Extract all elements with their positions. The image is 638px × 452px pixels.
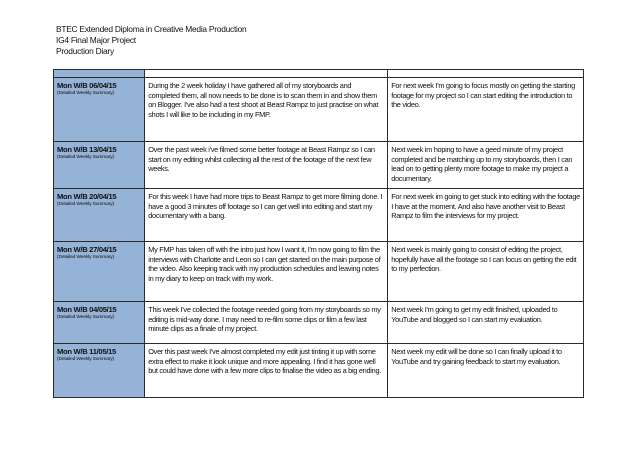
- date-cell: [54, 189, 145, 242]
- week-subtitle: (Detailed Weekly Summary): [57, 255, 115, 260]
- week-date: Mon W/B 04/05/15: [57, 305, 117, 314]
- next-week-cell: [388, 189, 584, 242]
- date-cell: [54, 344, 145, 398]
- week-subtitle: (Detailed Weekly Summary): [57, 315, 115, 320]
- week-date: Mon W/B 11/05/15: [57, 347, 116, 356]
- summary-cell: [145, 242, 388, 302]
- date-cell: [54, 302, 145, 344]
- week-subtitle: (Detailed Weekly Summary): [57, 202, 115, 207]
- next-week-cell: [388, 344, 584, 398]
- summary-cell: [145, 189, 388, 242]
- date-cell: [54, 142, 145, 189]
- week-summary: Over this past week I've almost completed my edit just tinting it up with some extra effect to make it look unique and more appealing. I find it has gone well but could have done with a few more clips to finalise the video as a big ending.: [148, 347, 382, 376]
- header-cell-summary: [145, 70, 388, 78]
- next-week-cell: [388, 302, 584, 344]
- header-cell-date: [54, 70, 145, 78]
- date-cell: [54, 78, 145, 142]
- week-date: Mon W/B 13/04/15: [57, 145, 117, 154]
- week-date: Mon W/B 20/04/15: [57, 192, 117, 201]
- document-title: Production Diary: [56, 46, 114, 56]
- date-cell: [54, 242, 145, 302]
- week-date: Mon W/B 06/04/15: [57, 81, 117, 90]
- table-row: [54, 302, 584, 344]
- next-week-plan: For next week im going to get stuck into editing with the footage I have at the moment. And also have another visit to Beast Rampz to film the interviews for my project.: [391, 192, 580, 221]
- production-diary-table: [53, 69, 584, 398]
- document-header: [56, 24, 246, 57]
- table-row: [54, 142, 584, 189]
- table-row: [54, 242, 584, 302]
- project-title: IG4 Final Major Project: [56, 35, 136, 45]
- week-summary: Over the past week i've filmed some better footage at Beast Rampz so I can start on my editing whilst collecting all the rest of the footage of the next few weeks.: [148, 145, 375, 174]
- summary-cell: [145, 142, 388, 189]
- week-summary: This week I've collected the footage needed going from my storyboards so my editing is mid-way done. I may need to re-film some clips or film a few last minute clips as a finale of my project.: [148, 305, 381, 334]
- next-week-plan: Next week my edit will be done so I can finally upload it to YouTube and try gaining feedback to start my evaluation.: [391, 347, 562, 366]
- table-row: [54, 344, 584, 398]
- week-subtitle: (Detailed Weekly Summary): [57, 91, 115, 96]
- table-row: [54, 189, 584, 242]
- summary-cell: [145, 344, 388, 398]
- next-week-plan: For next week I'm going to focus mostly on getting the starting footage for my project so I can start editing the introduction to the video.: [391, 81, 575, 110]
- week-summary: My FMP has taken off with the intro just how I want it, I'm now going to film the interviews with Charlotte and Leon so I can get started on the main purpose of the video. Also keeping track with my production schedules and leaving notes in my diary to keep on track with my work.: [148, 245, 381, 283]
- next-week-plan: Next week I'm going to get my edit finished, uploaded to YouTube and blogged so I can start my evaluation.: [391, 305, 558, 324]
- next-week-cell: [388, 142, 584, 189]
- week-subtitle: (Detailed Weekly Summary): [57, 357, 115, 362]
- week-date: Mon W/B 27/04/15: [57, 245, 117, 254]
- summary-cell: [145, 78, 388, 142]
- week-summary: During the 2 week holiday I have gathered all of my storyboards and completed them, all now needs to be done is to scan them in and show them on Blogger. I've also had a test shoot at Beast Rampz to just practise on what shots I will like to be including in my FMP.: [148, 81, 379, 119]
- course-title: BTEC Extended Diploma in Creative Media Production: [56, 24, 247, 34]
- table-row: [54, 78, 584, 142]
- next-week-plan: Next week im hoping to have a geed minute of my project completed and be matching up to my storyboards, then I can lead on to getting plenty more footage to make my project a documentary.: [391, 145, 573, 183]
- summary-cell: [145, 302, 388, 344]
- header-cell-next: [388, 70, 584, 78]
- week-subtitle: (Detailed Weekly Summary): [57, 155, 115, 160]
- next-week-cell: [388, 78, 584, 142]
- week-summary: For this week I have had more trips to Beast Rampz to get more filming done. I have a good 3 minutes off footage so I can get well into editing and start my documentary with a bang.: [148, 192, 383, 221]
- table-header-row: [54, 70, 584, 78]
- next-week-cell: [388, 242, 584, 302]
- next-week-plan: Next week is mainly going to consist of editing the project, hopefully have all the footage so I can focus on getting the edit to my perfection.: [391, 245, 577, 274]
